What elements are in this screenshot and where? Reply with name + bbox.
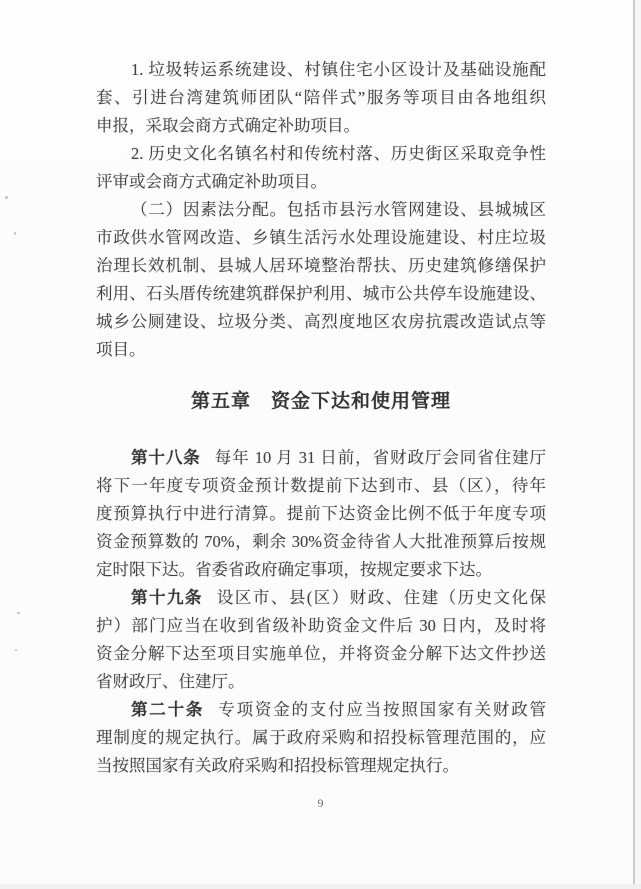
article-number: 第二十条 [131,701,205,719]
scan-artifact [5,196,8,199]
article-number: 第十八条 [131,449,201,467]
paragraph [96,584,546,696]
text-line: 治理长效机制、县城人居环境整治帮扶、历史建筑修缮保护 [96,256,546,275]
scan-bottom-shadow [0,884,641,889]
text-line: 度预算执行中进行清算。提前下达资金比例不低于年度专项 [96,504,546,523]
text-line: 套、引进台湾建筑师团队“陪伴式”服务等项目由各地组织 [96,88,546,107]
text-line: 将下一年度专项资金预计数提前下达到市、县（区），待年 [96,476,546,495]
text-line: 当按照国家有关政府采购和招投标管理规定执行。 [96,756,459,775]
text-line: （二）因素法分配。包括市县污水管网建设、县城城区 [131,200,546,219]
paragraph [96,196,546,364]
document-body [96,56,546,780]
text-line: 省财政厅、住建厅。 [96,672,245,691]
paragraph [96,56,546,140]
text-line: 项目。 [96,340,146,359]
text-line: 理制度的规定执行。属于政府采购和招投标管理范围的，应 [96,728,546,747]
text-line: 第十八条 每年 10 月 31 日前，省财政厅会同省住建厅 [131,448,547,467]
text-line: 评审或会商方式确定补助项目。 [96,172,327,191]
chapter-heading: 第五章 资金下达和使用管理 [190,391,451,412]
text-line: 1. 垃圾转运系统建设、村镇住宅小区设计及基础设施配 [131,60,546,79]
paragraph [96,696,546,780]
paragraph [96,140,546,196]
text-line: 资金预算数的 70%，剩余 30%资金待省人大批准预算后按规 [96,532,546,551]
text-line: 2. 历史文化名镇名村和传统村落、历史街区采取竞争性 [131,144,546,163]
text-line: 资金分解下达至项目实施单位，并将资金分解下达文件抄送 [96,644,546,663]
text-line: 定时限下达。省委省政府确定事项，按规定要求下达。 [96,560,492,579]
scan-artifact [17,612,20,614]
text-line: 第十九条 设区市、县(区）财政、住建（历史文化保 [131,588,546,607]
text-line: 利用、石头厝传统建筑群保护利用、城市公共停车设施建设、 [96,284,546,303]
text-line: 护）部门应当在收到省级补助资金文件后 30 日内，及时将 [96,616,546,635]
text-line: 市政供水管网改造、乡镇生活污水处理设施建设、村庄垃圾 [96,228,546,247]
text-line: 城乡公厕建设、垃圾分类、高烈度地区农房抗震改造试点等 [96,312,546,331]
scan-page-edge-line [633,0,635,889]
scan-page-edge [634,0,641,889]
text-line: 第二十条 专项资金的支付应当按照国家有关财政管 [131,700,547,719]
paragraph [96,444,546,584]
article-number: 第十九条 [131,589,203,607]
scan-artifact [14,232,16,235]
page-number: 9 [317,796,324,810]
scan-artifact [15,649,17,651]
text-line: 申报，采取会商方式确定补助项目。 [96,116,360,135]
